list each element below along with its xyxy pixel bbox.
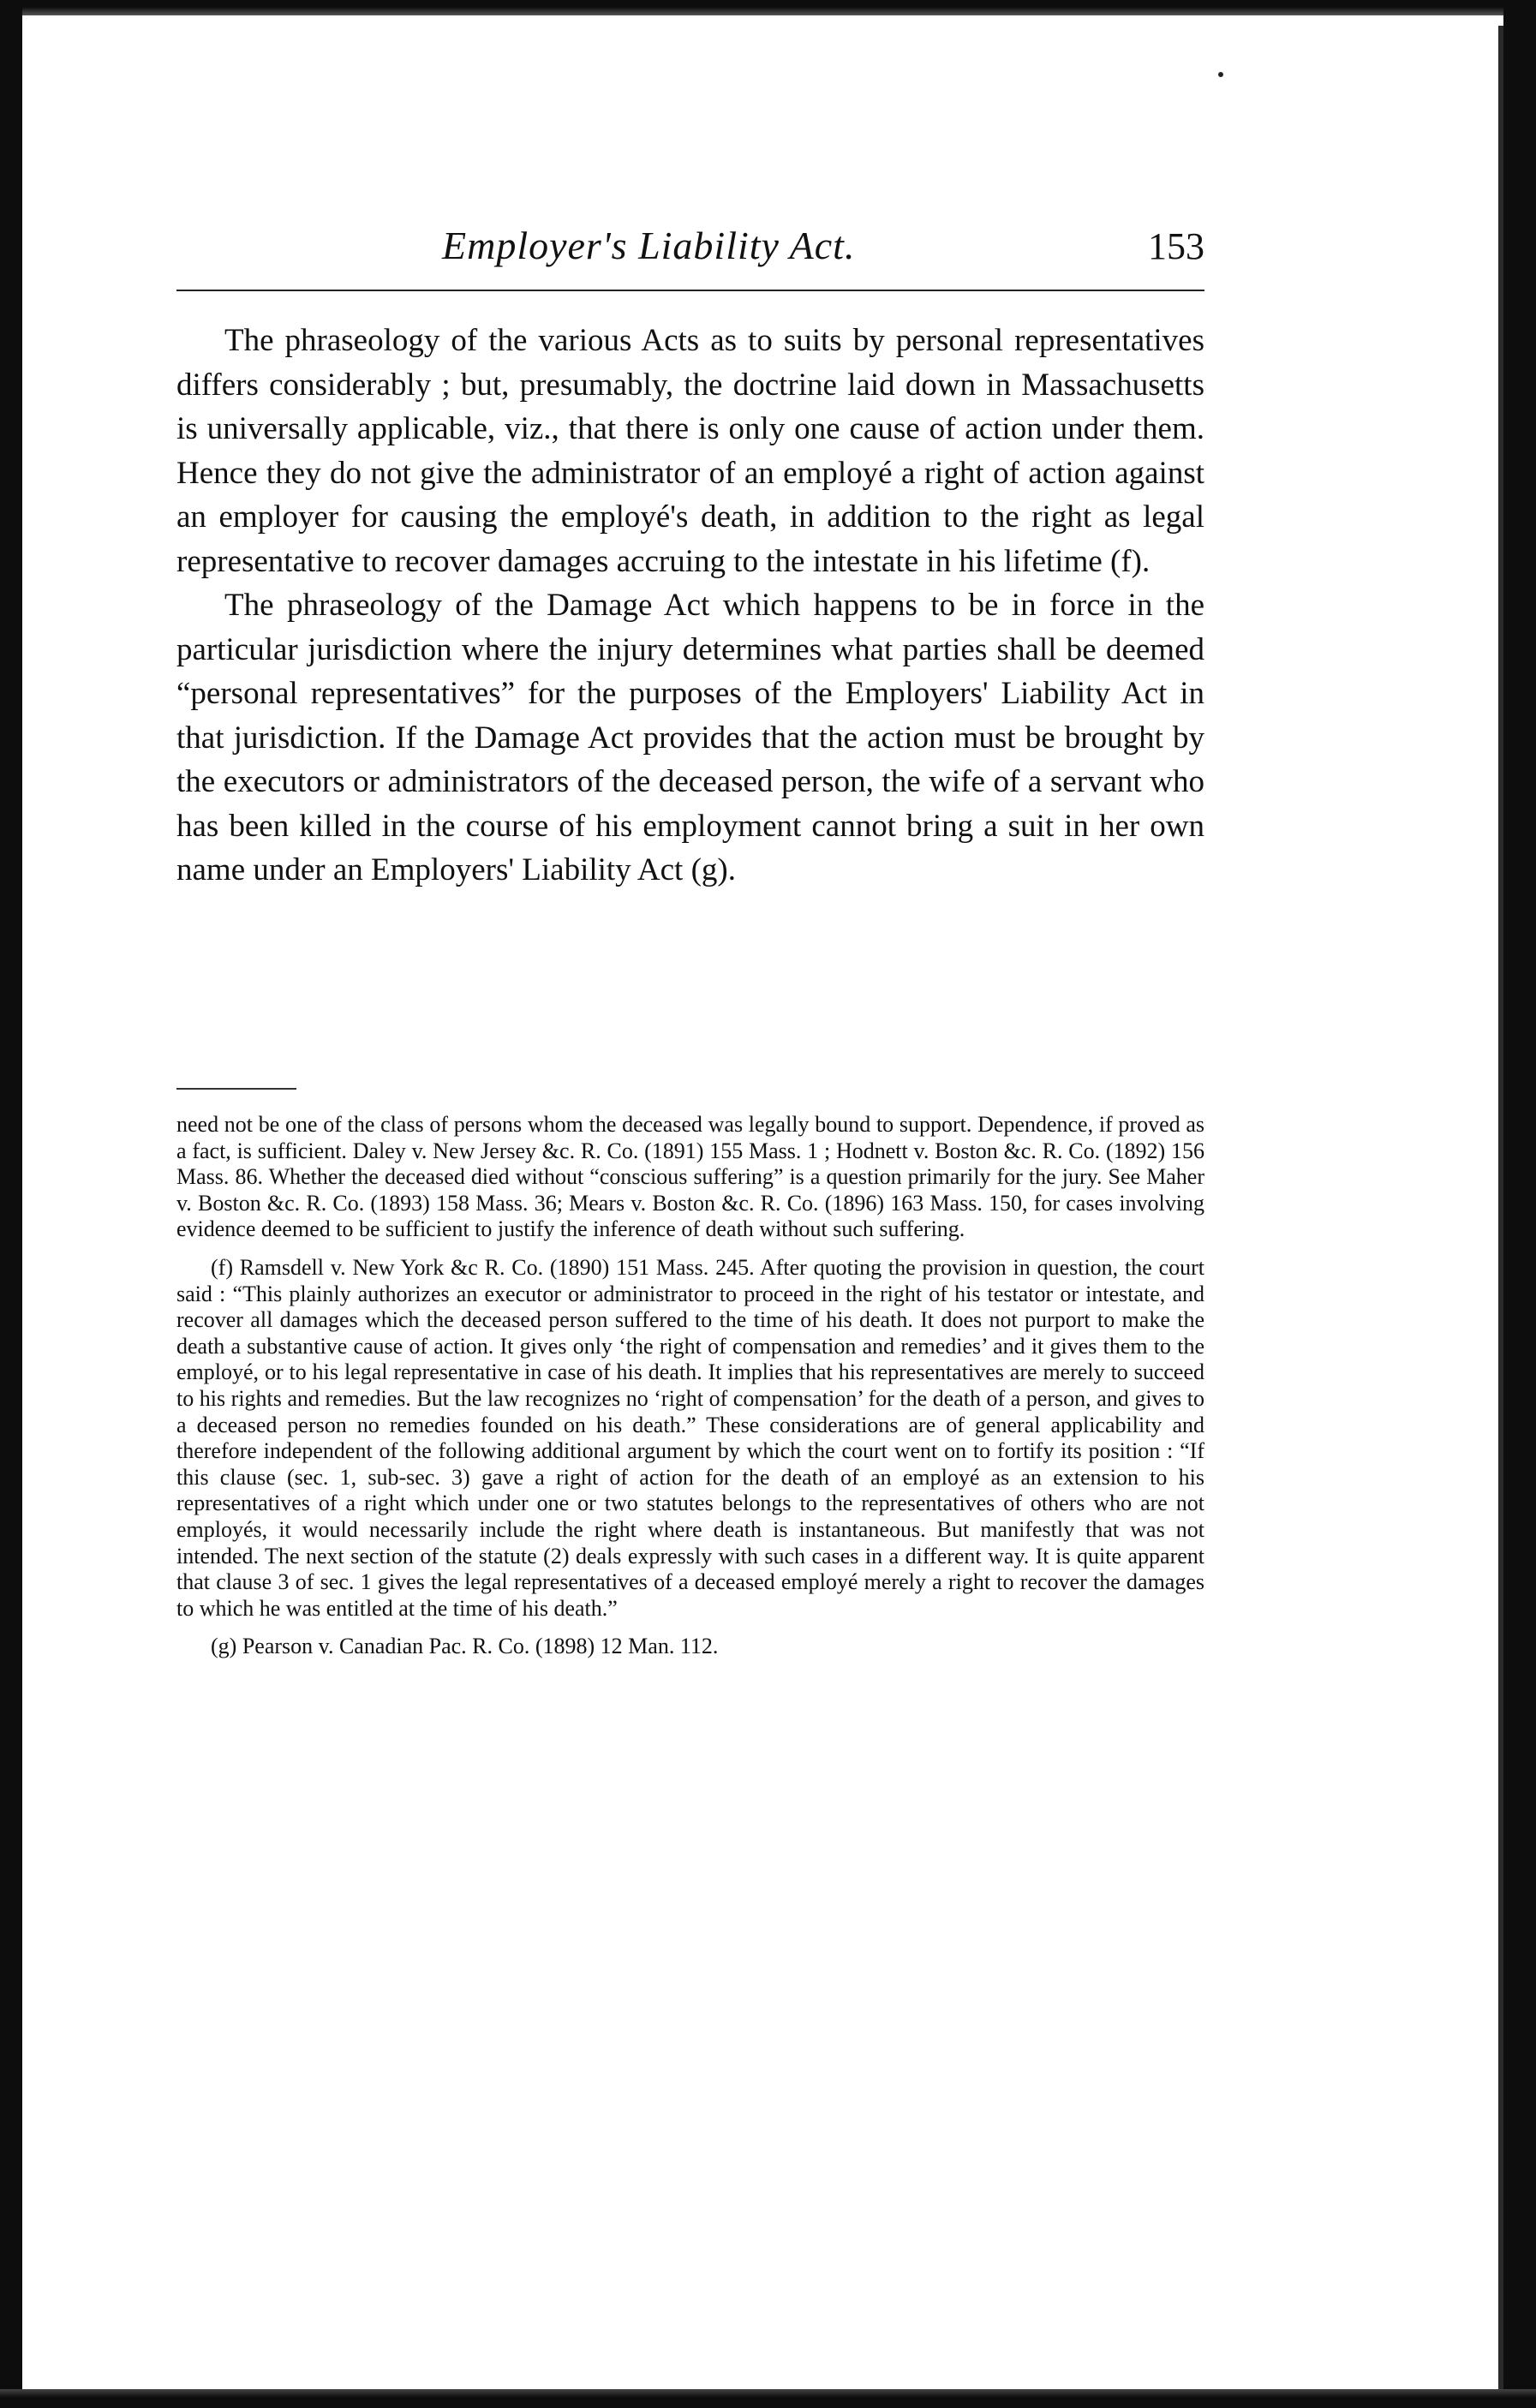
- scan-edge-left: [0, 0, 22, 2408]
- footnote-rule: [176, 1088, 296, 1090]
- page-number: 153: [1148, 225, 1204, 267]
- body-paragraph: The phraseology of the various Acts as to suits by personal representatives differs considerably ; but, presumably, the doctrine laid down in Massachusetts is universally applicable, viz., that there is only one cause of action under them. Hence they do not give the administrator of an employé a right of action against an employer for causing the employé's death, in addition to the right as legal representative to recover damages accruing to the intestate in his lifetime (f).: [176, 323, 1204, 579]
- scan-speck: [1218, 72, 1223, 77]
- scan-edge-right-inner: [1498, 26, 1503, 2390]
- main-text: [176, 319, 1204, 893]
- scan-edge-top: [0, 0, 1536, 15]
- footnotes: [176, 1112, 1204, 1672]
- header-rule: [176, 290, 1204, 291]
- scan-edge-bottom: [0, 2389, 1536, 2408]
- body-paragraph: The phraseology of the Damage Act which happens to be in force in the particular jurisdiction where the injury determines what parties shall be deemed “personal representatives” for the purposes of the Employers' Liability Act in that jurisdiction. If the Damage Act provides that the action must be brought by the executors or administrators of the deceased person, the wife of a servant who has been killed in the course of his employment cannot bring a suit in her own name under an Employers' Liability Act (g).: [176, 588, 1204, 887]
- footnote-continued: need not be one of the class of persons whom the deceased was legally bound to support. Dependence, if proved as a fact, is sufficient. Daley v. New Jersey &c. R. Co. (1891) 155 Mass. 1 ; Hodnett v. Boston &c. R. Co. (1892) 156 Mass. 86. Whether the deceased died without “conscious suffering” is a question primarily for the jury. See Maher v. Boston &c. R. Co. (1893) 158 Mass. 36; Mears v. Boston &c. R. Co. (1896) 163 Mass. 150, for cases involving evidence deemed to be sufficient to justify the inference of death without such suffering.: [176, 1112, 1204, 1242]
- page-header: [176, 214, 1204, 283]
- footnote-f: (f) Ramsdell v. New York &c R. Co. (1890) 151 Mass. 245. After quoting the provision in question, the court said : “This plainly authorizes an executor or administrator to proceed in the right of his testator or intestate, and recover all damages which the deceased person suffered to the time of his death. It does not purport to make the death a substantive cause of action. It gives only ‘the right of compensation and remedies’ and it gives them to the employé, or to his legal representative in case of his death. It implies that his representatives are merely to succeed to his rights and remedies. But the law recognizes no ‘right of compensation’ for the death of a person, and gives to a deceased person no remedies founded on his death.” These considerations are of general applicability and therefore independent of the following additional argument by which the court went on to fortify its position : “If this clause (sec. 1, sub-sec. 3) gave a right of action for the death of an employé as an extension to his representatives of a right which under one or two statutes belongs to the representatives of others who are not employés, it would necessarily include the right where death is instantaneous. But manifestly that was not intended. The next section of the statute (2) deals expressly with such cases in a different way. It is quite apparent that clause 3 of sec. 1 gives the legal representatives of a deceased employé merely a right to recover the damages to which he was entitled at the time of his death.”: [176, 1254, 1204, 1621]
- book-page: [176, 214, 1204, 1659]
- footnote-g: (g) Pearson v. Canadian Pac. R. Co. (1898) 12 Man. 112.: [211, 1634, 719, 1659]
- scan-edge-right: [1503, 0, 1536, 2408]
- running-title: Employer's Liability Act.: [442, 224, 856, 267]
